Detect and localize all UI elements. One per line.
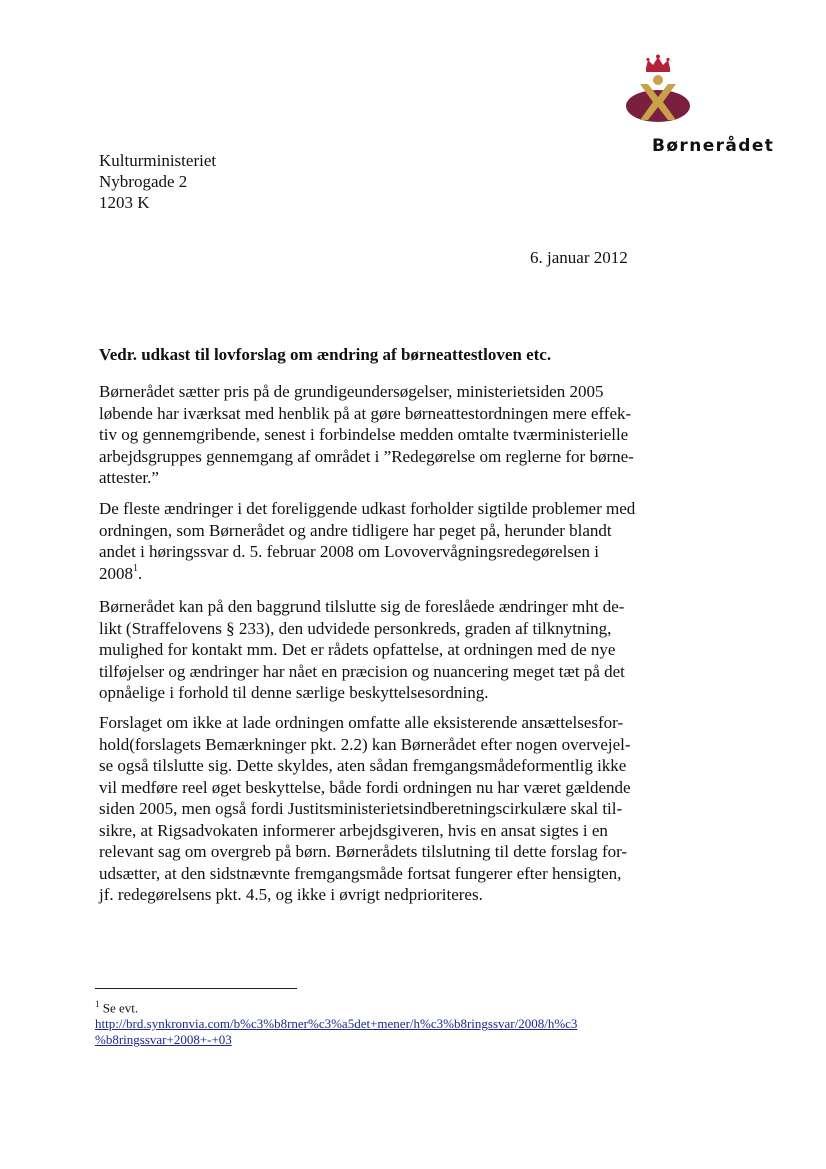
paragraph-line: løbende har iværksat med henblik på at gøre børneattestordningen mere effek-	[99, 403, 632, 423]
paragraph-line: opnåelige i forhold til denne særlige beskyttelsesordning.	[99, 683, 489, 702]
paragraph-line: tiv og gennemgribende, senest i forbindelse medden omtalte tværministerielle	[99, 425, 629, 444]
footnote-link-line-1[interactable]: http://brd.synkronvia.com/b%c3%b8rner%c3%a5det+mener/h%c3%b8ringssvar/2008/h%c3	[95, 1016, 578, 1032]
recipient-line: Nybrogade 2	[99, 172, 188, 191]
paragraph-line: andet i høringssvar d. 5. februar 2008 om Lovovervågningsredegørelsen i	[99, 542, 599, 561]
paragraph-line: sikre, at Rigsadvokaten informerer arbejdsgiveren, hvis en ansat sigtes i en	[99, 820, 608, 840]
footnote	[95, 996, 577, 1048]
recipient-line: 1203 K	[99, 193, 150, 212]
recipient-line: Kulturministeriet	[99, 151, 217, 170]
borneradet-logo-icon	[618, 54, 698, 134]
paragraph-line: hold(forslagets Bemærkninger pkt. 2.2) kan Børnerådet efter nogen overvejel-	[99, 734, 631, 754]
paragraph-text: 2008	[99, 563, 133, 583]
paragraph-text: .	[138, 563, 143, 583]
recipient-address	[99, 150, 216, 213]
paragraph-line: De fleste ændringer i det foreliggende udkast forholder sigtilde problemer med	[99, 499, 636, 518]
organization-name: Børnerådet	[652, 136, 775, 156]
body-paragraph-2	[99, 498, 639, 584]
paragraph-line: siden 2005, men også fordi Justitsministerietsindberetningscirkulære skal til-	[99, 799, 623, 818]
paragraph-line: likt (Straffelovens § 233), den udvidede personkreds, graden af tilknytning,	[99, 618, 612, 638]
paragraph-line: arbejdsgruppes gennemgang af området i ”Redegørelse om reglerne for børne-	[99, 446, 634, 466]
paragraph-line: ordningen, som Børnerådet og andre tidligere har peget på, herunder blandt	[99, 520, 612, 540]
paragraph-line: attester.”	[99, 468, 159, 487]
body-paragraph-4	[99, 712, 639, 906]
letter-date: 6. januar 2012	[530, 248, 628, 267]
paragraph-line: se også tilslutte sig. Dette skyldes, aten sådan fremgangsmådeformentlig ikke	[99, 756, 627, 775]
footnote-link-line-2[interactable]: %b8ringssvar+2008+-+03	[95, 1032, 232, 1048]
paragraph-line: tilføjelser og ændringer har nået en præcision og nuancering meget tæt på det	[99, 661, 625, 681]
crown-icon	[646, 55, 670, 73]
body-paragraph-1	[99, 381, 639, 489]
paragraph-line: mulighed for kontakt mm. Det er rådets opfattelse, at ordningen med de nye	[99, 640, 616, 659]
subject-line: Vedr. udkast til lovforslag om ændring af børneattestloven etc.	[99, 345, 552, 364]
paragraph-line: udsætter, at den sidstnævnte fremgangsmåde fortsat fungerer efter hensigten,	[99, 863, 622, 883]
body-paragraph-3	[99, 596, 639, 704]
paragraph-line: Børnerådet kan på den baggrund tilslutte sig de foreslåede ændringer mht de-	[99, 597, 625, 616]
footnote-reference: 1	[133, 562, 138, 574]
paragraph-line: Forslaget om ikke at lade ordningen omfatte alle eksisterende ansættelsesfor-	[99, 713, 624, 732]
paragraph-line	[99, 563, 639, 585]
footnote-divider	[95, 988, 297, 989]
footnote-text: Se evt.	[102, 1000, 139, 1016]
paragraph-line: jf. redegørelsens pkt. 4.5, og ikke i øvrigt nedprioriteres.	[99, 885, 483, 904]
footnote-text-line	[95, 996, 577, 1016]
paragraph-line: vil medføre reel øget beskyttelse, både fordi ordningen nu har været gældende	[99, 777, 631, 797]
footnote-marker: 1	[95, 999, 100, 1009]
paragraph-line: Børnerådet sætter pris på de grundigeundersøgelser, ministerietsiden 2005	[99, 382, 604, 401]
paragraph-line: relevant sag om overgreb på børn. Børnerådets tilslutning til dette forslag for-	[99, 842, 628, 861]
